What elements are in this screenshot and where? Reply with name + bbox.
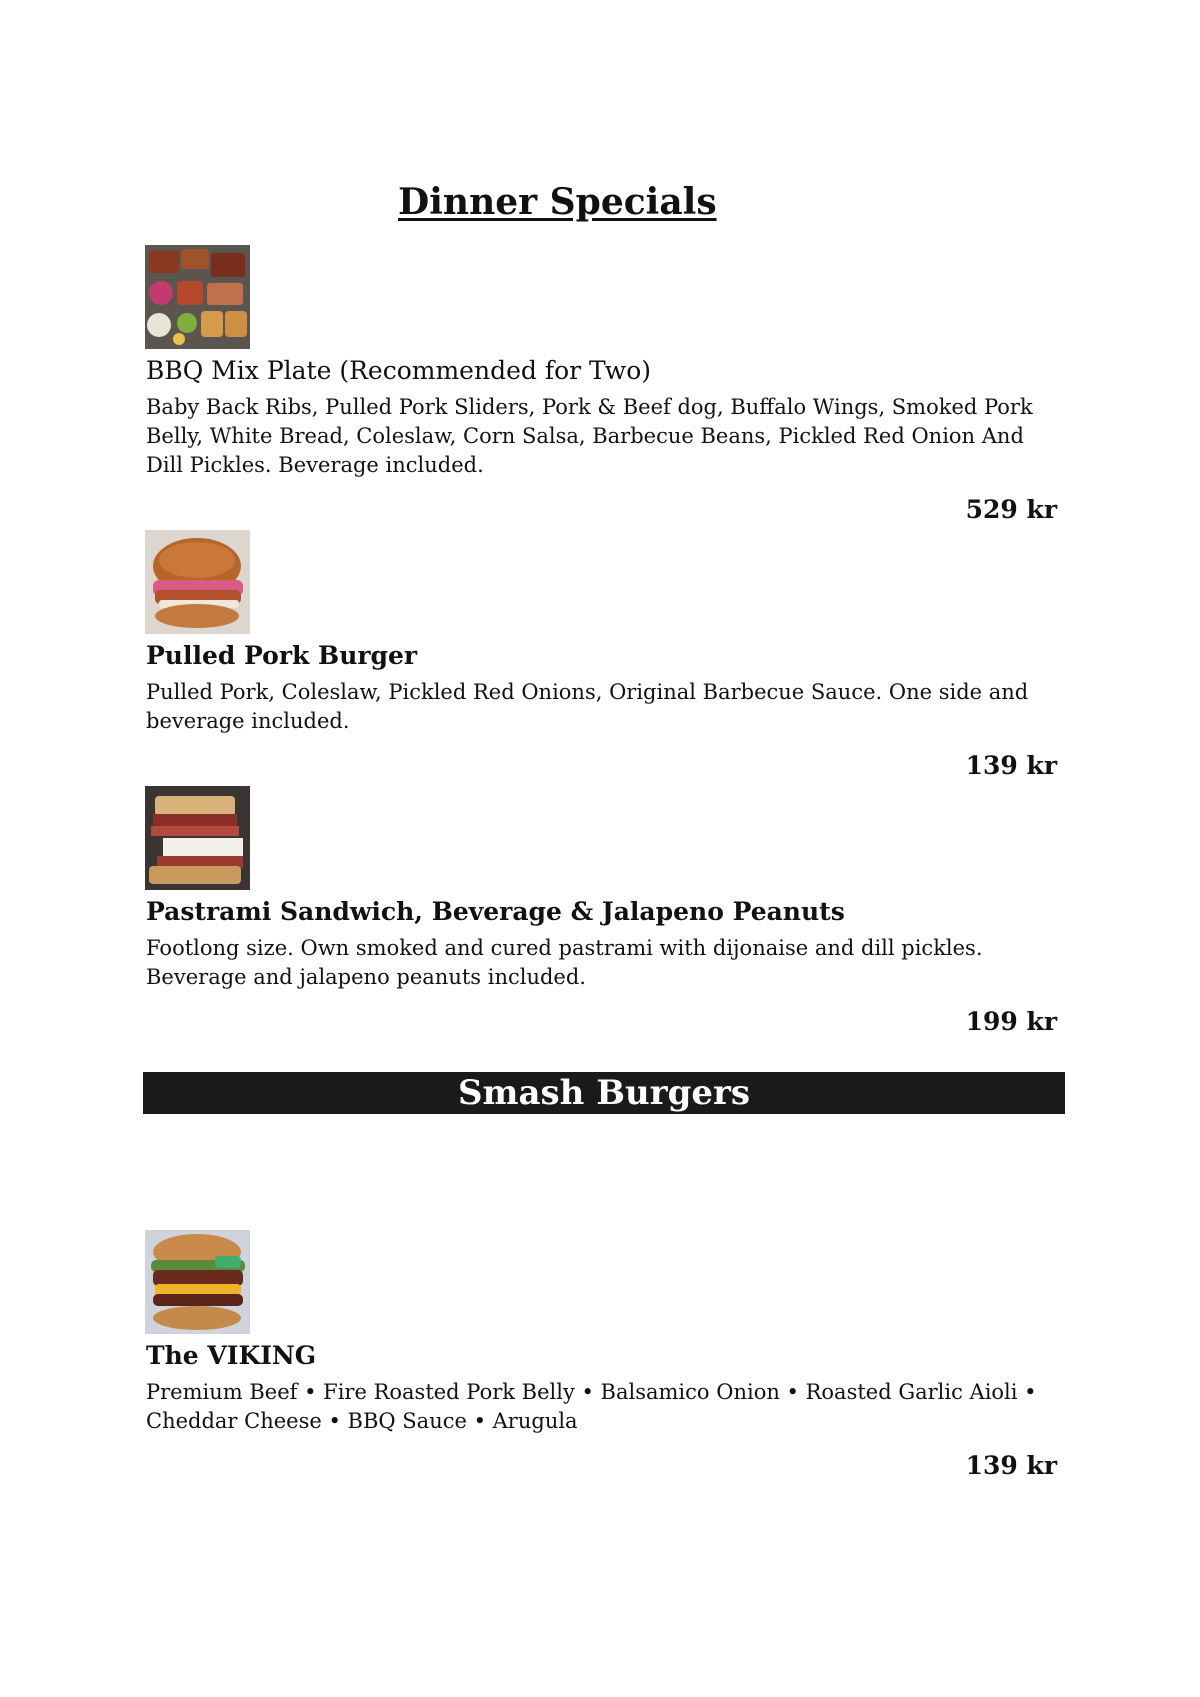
pastrami-sandwich-photo (145, 786, 250, 890)
viking-burger-photo (145, 1230, 250, 1334)
item-description: Premium Beef • Fire Roasted Pork Belly • Balsamico Onion • Roasted Garlic Aioli • Cheddar Cheese • BBQ Sauce • Arugula (146, 1380, 1037, 1433)
item-price: 139 kr (965, 1451, 1057, 1480)
bbq-platter-photo (145, 245, 250, 349)
item-name: BBQ Mix Plate (Recommended for Two) (146, 356, 652, 385)
item-description: Baby Back Ribs, Pulled Pork Sliders, Pork & Beef dog, Buffalo Wings, Smoked Pork Belly, White Bread, Coleslaw, Corn Salsa, Barbecue Beans, Pickled Red Onion And Dill Pickles. Beverage included. (146, 395, 1033, 477)
item-name: Pastrami Sandwich, Beverage & Jalapeno Peanuts (146, 897, 845, 926)
page-title: Dinner Specials (398, 181, 717, 223)
item-description: Pulled Pork, Coleslaw, Pickled Red Onions, Original Barbecue Sauce. One side and beverage included. (146, 680, 1029, 733)
item-price: 529 kr (965, 495, 1057, 524)
item-name: The VIKING (146, 1341, 317, 1370)
item-description: Footlong size. Own smoked and cured pastrami with dijonaise and dill pickles. Beverage and jalapeno peanuts included. (146, 936, 983, 989)
section-header-smash-burgers: Smash Burgers (143, 1072, 1065, 1114)
item-price: 139 kr (965, 751, 1057, 780)
item-price: 199 kr (965, 1007, 1057, 1036)
item-name: Pulled Pork Burger (146, 641, 418, 670)
pulled-pork-burger-photo (145, 530, 250, 634)
